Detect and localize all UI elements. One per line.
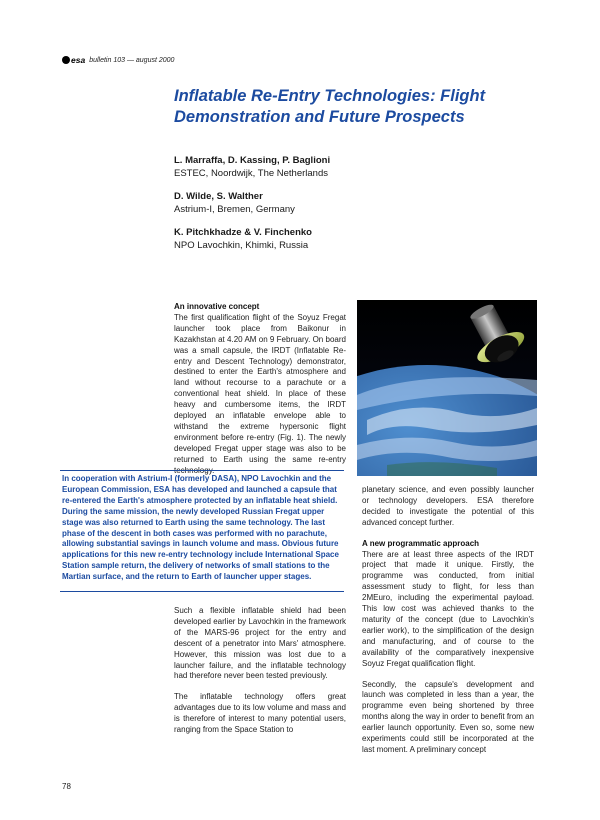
page-header — [62, 55, 174, 65]
body-paragraph: The inflatable technology offers great advantages due to its low volume and mass and is therefore of interest to many potential users, ranging from the Space Station to — [174, 692, 346, 735]
author-affiliation: Astrium-I, Bremen, Germany — [174, 203, 295, 215]
abstract-divider — [60, 591, 344, 592]
intro-column — [174, 302, 346, 487]
section-heading: A new programmatic approach — [362, 538, 480, 548]
author-names: D. Wilde, S. Walther — [174, 191, 263, 202]
article-title: Inflatable Re-Entry Technologies: Flight Demonstration and Future Prospects — [174, 87, 486, 126]
intro-paragraph: The first qualification flight of the Soyuz Fregat launcher took place from Baikonur in Kazakhstan at 4.20 AM on 9 February. On board was a small capsule, the IRDT (Inflatable Re-entry and Descent Technology) demonstrator, destined to enter the Earth's atmosphere and land without recourse to a parachute or a conventional heat shield. In place of these heavy and cumbersome items, the IRDT deployed an inflatable envelope able to withstand the extreme hypersonic flight environment before re-entry (Fig. 1). The newly developed Fregat upper stage was also to be returned to Earth using the same re-entry technology. — [174, 312, 346, 475]
section-heading: An innovative concept — [174, 302, 260, 311]
body-paragraph: planetary science, and even possibly launcher or technology developers. ESA therefore decided to investigate the potential of this advanced concept further. — [362, 485, 534, 527]
capsule-over-earth-illustration — [357, 300, 537, 476]
body-paragraph: Secondly, the capsule's development and launch was completed in less than a year, the programme even being shortened by three months along the way in order to benefit from an earlier launch opportunity. Even so, some new experiments could still be incorporated at the last moment. A preliminary concept — [362, 679, 534, 754]
bulletin-info: bulletin 103 — august 2000 — [89, 56, 175, 64]
author-names: K. Pitchkhadze & V. Finchenko — [174, 227, 312, 238]
esa-logo-icon — [62, 56, 70, 64]
figure-capsule-earth — [357, 300, 537, 476]
esa-logo: esa — [62, 55, 85, 65]
page-number: 78 — [62, 782, 71, 791]
author-group — [174, 155, 534, 180]
author-affiliation: ESTEC, Noordwijk, The Netherlands — [174, 167, 328, 179]
abstract: In cooperation with Astrium-I (formerly DASA), NPO Lavochkin and the European Commission, ESA has developed and launched a capsule that re-entered the Earth's atmosphere protected by an inflatable heat shield. During the same mission, the newly developed Russian Fregat upper stage was also returned to Earth using the same technology. The last phase of the descent in both cases was performed with no parachute, allowing substantial savings in launch volume and mass. Obvious future applications for this new re-entry technology include International Space Station sample return, the delivery of networks of small stations to the Martian surface, and the return to Earth of launcher upper stages. — [60, 470, 344, 583]
author-group — [174, 227, 534, 252]
right-column — [362, 485, 534, 766]
author-affiliation: NPO Lavochkin, Khimki, Russia — [174, 239, 309, 251]
left-column — [174, 606, 346, 746]
author-names: L. Marraffa, D. Kassing, P. Baglioni — [174, 155, 331, 166]
body-paragraph: There are at least three aspects of the IRDT project that made it unique. Firstly, the programme was conducted, from initial assessment study to flight, for less than 2MEuro, including the experimental payload. This low cost was achieved thanks to the maturity of the concept (due to Lavochkin's earlier work), to the simplification of the design and manufacturing, and of course to the availability of the comparatively inexpensive Soyuz Fregat qualification flight. — [362, 549, 534, 668]
author-list — [174, 155, 534, 263]
body-paragraph: Such a flexible inflatable shield had been developed earlier by Lavochkin in the framework of the MARS-96 project for the entry and descent of a penetrator into Mars' atmosphere. However, this mission was lost due to a launcher failure, and the inflatable technology had therefore never been tested previously. — [174, 606, 346, 681]
author-group — [174, 191, 534, 216]
